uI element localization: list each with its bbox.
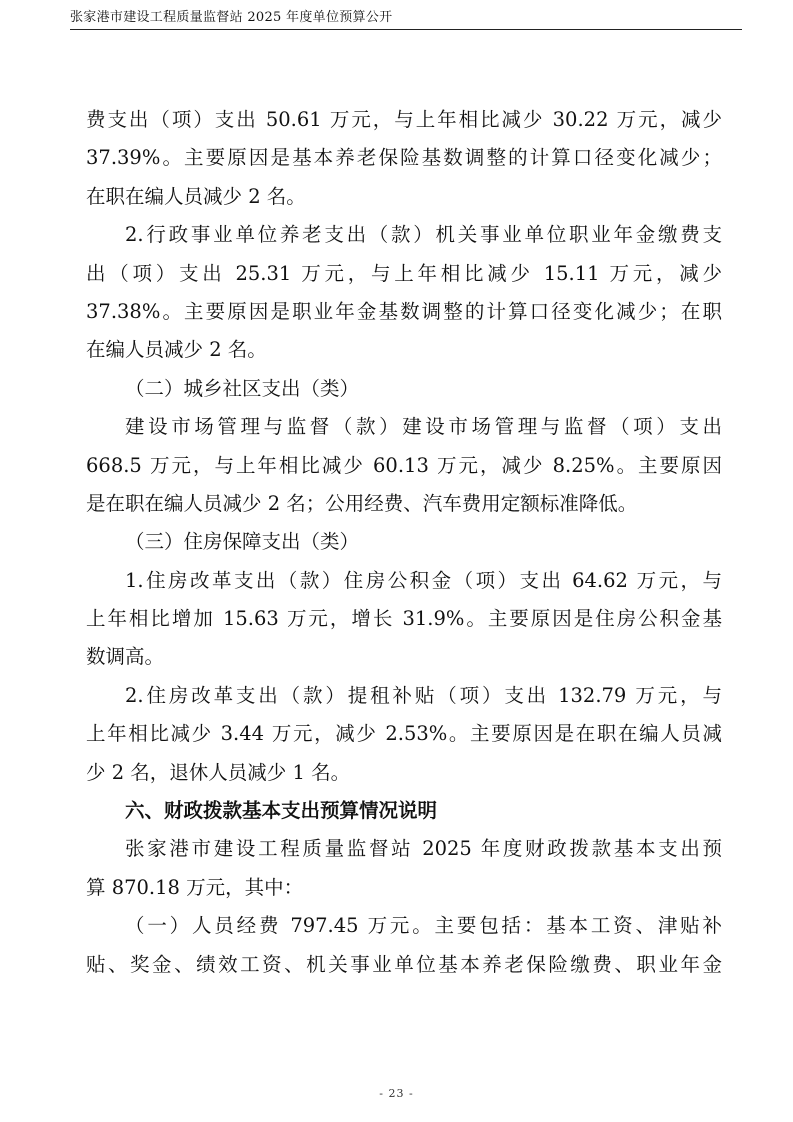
- document-body: [86, 101, 722, 984]
- paragraph-line: 在职在编人员减少 2 名。: [86, 184, 306, 208]
- paragraph-line: 少 2 名，退休人员减少 1 名。: [86, 760, 351, 784]
- page-header-title: 张家港市建设工程质量监督站 2025 年度单位预算公开: [70, 10, 393, 25]
- paragraph-line: 上年相比增加 15.63 万元，增长 31.9%。主要原因是住房公积金基: [86, 607, 722, 631]
- paragraph-line: 费支出（项）支出 50.61 万元，与上年相比减少 30.22 万元，减少: [86, 108, 722, 131]
- header-divider: [70, 29, 742, 30]
- paragraph-line: 算 870.18 万元，其中：: [86, 875, 304, 899]
- paragraph-line: 在编人员减少 2 名。: [86, 338, 267, 362]
- paragraph-line: 张家港市建设工程质量监督站 2025 年度财政拨款基本支出预: [125, 837, 722, 861]
- section-heading: 六、财政拨款基本支出预算情况说明: [125, 799, 438, 823]
- page-number: - 23 -: [379, 1087, 414, 1100]
- paragraph-line: 1.住房改革支出（款）住房公积金（项）支出 64.62 万元，与: [125, 568, 722, 592]
- paragraph-line: （一）人员经费 797.45 万元。主要包括：基本工资、津贴补: [125, 914, 722, 938]
- paragraph-line: 37.39%。主要原因是基本养老保险基数调整的计算口径变化减少；: [86, 146, 722, 170]
- paragraph-line: 668.5 万元，与上年相比减少 60.13 万元，减少 8.25%。主要原因: [86, 453, 722, 477]
- paragraph-line: 是在职在编人员减少 2 名；公用经费、汽车费用定额标准降低。: [86, 491, 638, 515]
- paragraph-line: 2.行政事业单位养老支出（款）机关事业单位职业年金缴费支: [125, 223, 722, 247]
- paragraph-line: 数调高。: [86, 645, 165, 669]
- paragraph-line: 出（项）支出 25.31 万元，与上年相比减少 15.11 万元，减少: [86, 261, 722, 285]
- paragraph-line: 37.38%。主要原因是职业年金基数调整的计算口径变化减少；在职: [86, 299, 722, 323]
- paragraph-line: 建设市场管理与监督（款）建设市场管理与监督（项）支出: [125, 415, 722, 439]
- paragraph-line: 上年相比减少 3.44 万元，减少 2.53%。主要原因是在职在编人员减: [86, 722, 722, 746]
- paragraph-line: 2.住房改革支出（款）提租补贴（项）支出 132.79 万元，与: [125, 683, 722, 707]
- paragraph-line: 贴、奖金、绩效工资、机关事业单位基本养老保险缴费、职业年金: [86, 952, 722, 976]
- section-subheading: （三）住房保障支出（类）: [125, 530, 360, 554]
- section-subheading: （二）城乡社区支出（类）: [125, 376, 360, 400]
